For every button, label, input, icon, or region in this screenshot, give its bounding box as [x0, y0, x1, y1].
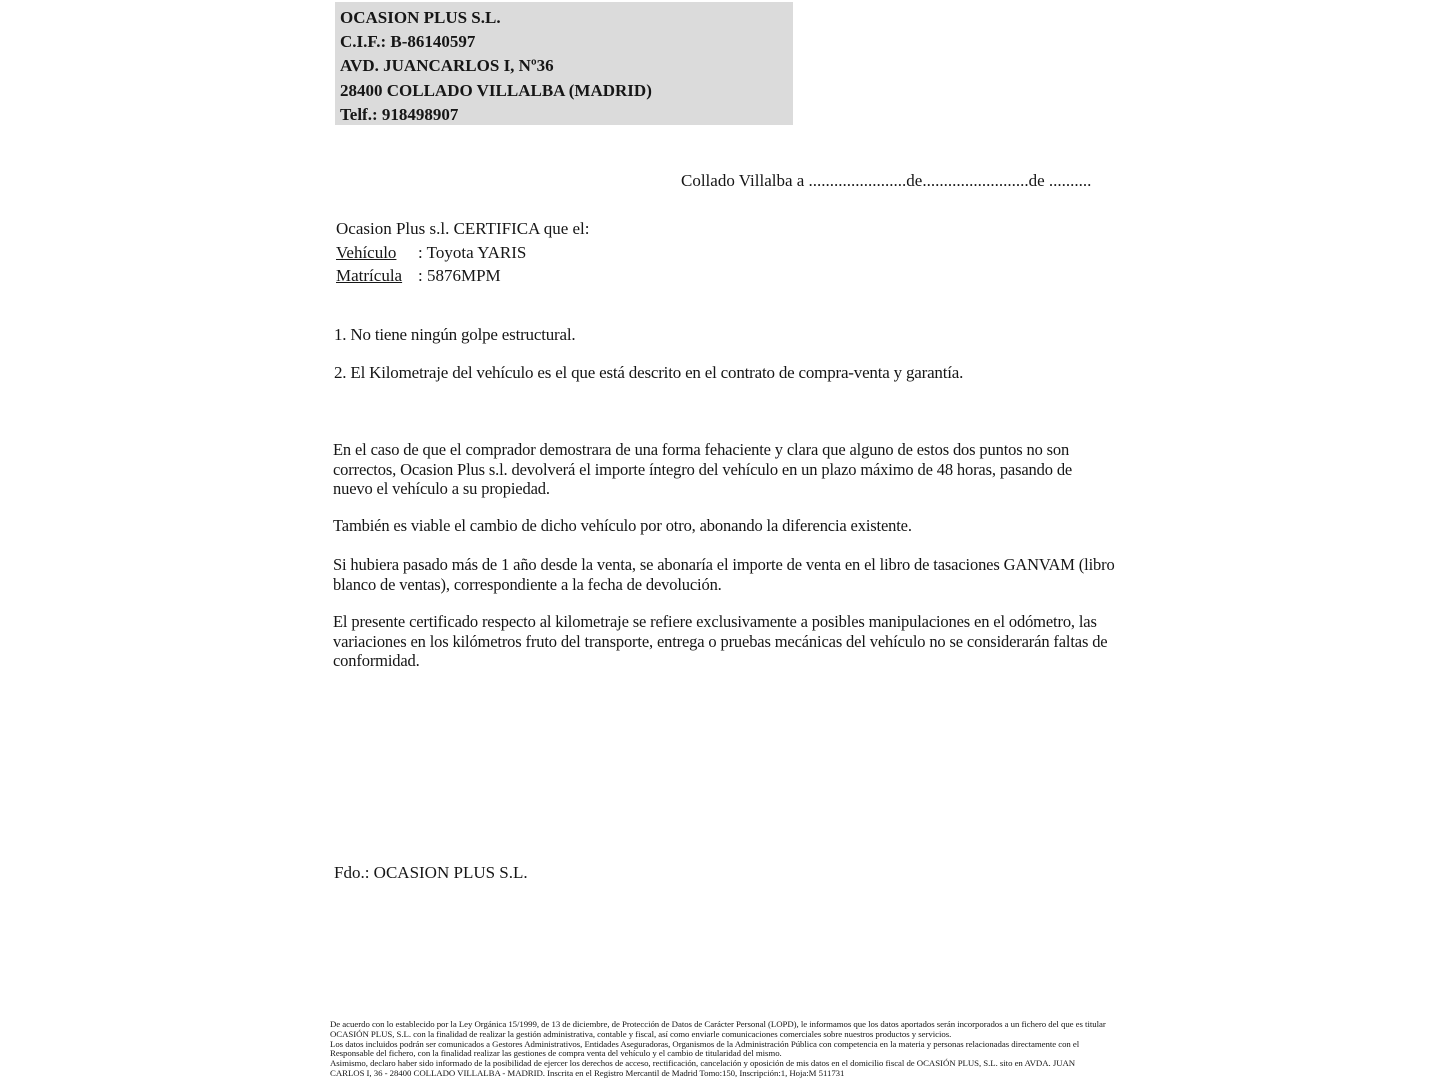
paragraph-odometer: El presente certificado respecto al kilometraje se refiere exclusivamente a posibles manipulaciones en el odómetro, las variaciones en los kilómetros fruto del transporte, entrega o pruebas mecánicas del vehículo no se considerarán faltas de conformidad. [333, 612, 1108, 671]
legal-line: Asimismo, declaro haber sido informado de la posibilidad de ejercer los derechos de acceso, rectificación, cancelación y oposición de mis datos en el domicilio fiscal de OCASIÓN PLUS, S.L. sito en AVDA. JUAN [330, 1058, 1076, 1068]
company-header-box [335, 2, 793, 125]
point-1: 1. No tiene ningún golpe estructural. [334, 325, 576, 344]
date-line: Collado Villalba a .......................de.........................de .......... [681, 171, 1092, 190]
plate-field [336, 264, 590, 288]
point-2: 2. El Kilometraje del vehículo es el que está descrito en el contrato de compra-venta y garantía. [334, 363, 964, 382]
vehicle-separator: : [418, 242, 427, 262]
legal-footer [330, 1020, 1120, 1079]
paragraph-refund-policy: En el caso de que el comprador demostrara de una forma fehaciente y clara que alguno de estos dos puntos no son correctos, Ocasion Plus s.l. devolverá el importe íntegro del vehículo en un plazo máximo de 48 horas, pasando de nuevo el vehículo a su propiedad. [333, 440, 1073, 499]
company-phone: Telf.: 918498907 [340, 104, 459, 124]
vehicle-value: Toyota YARIS [426, 242, 527, 262]
legal-line: De acuerdo con lo establecido por la Ley Orgánica 15/1999, de 13 de diciembre, de Protección de Datos de Carácter Personal (LOPD), le informamos que los datos aportados serán incorporados a un fichero del que es titular [330, 1019, 1106, 1029]
legal-line: OCASIÓN PLUS, S.L. con la finalidad de realizar la gestión administrativa, contable y fiscal, así como enviarle comunicaciones comerciales sobre nuestros productos y servicios. [330, 1028, 952, 1039]
vehicle-field [336, 241, 590, 265]
certificate-block [336, 217, 590, 288]
legal-line: Responsable del fichero, con la finalidad realizar las gestiones de compra venta del vehículo y el cambio de titularidad del mismo. [330, 1048, 782, 1059]
company-name: OCASION PLUS S.L. [340, 8, 501, 27]
plate-label: Matrícula [336, 266, 403, 286]
company-city: 28400 COLLADO VILLALBA (MADRID) [340, 80, 652, 100]
company-address: AVD. JUANCARLOS I, Nº36 [340, 56, 554, 76]
paragraph-ganvam: Si hubiera pasado más de 1 año desde la venta, se abonaría el importe de venta en el libro de tasaciones GANVAM (libro blanco de ventas), correspondiente a la fecha de devolución. [333, 555, 1115, 594]
certificate-intro: Ocasion Plus s.l. CERTIFICA que el: [336, 219, 590, 238]
company-cif: C.I.F.: B-86140597 [340, 32, 476, 52]
legal-line: CARLOS I, 36 - 28400 COLLADO VILLALBA - MADRID. Inscrita en el Registro Mercantil de Madrid Tomo:150, Inscripción:1, Hoja:M 511731 [330, 1067, 845, 1078]
vehicle-label: Vehículo [336, 242, 397, 262]
plate-value: 5876MPM [426, 266, 501, 286]
paragraph-exchange: También es viable el cambio de dicho vehículo por otro, abonando la diferencia existente. [333, 516, 912, 535]
signature-line: Fdo.: OCASION PLUS S.L. [334, 863, 528, 882]
legal-line: Los datos incluidos podrán ser comunicados a Gestores Administrativos, Entidades Aseguradoras, Organismos de la Administración Pública con competencia en la materia y personas relacionadas directamente con el [330, 1038, 1080, 1049]
plate-separator: : [418, 266, 427, 286]
